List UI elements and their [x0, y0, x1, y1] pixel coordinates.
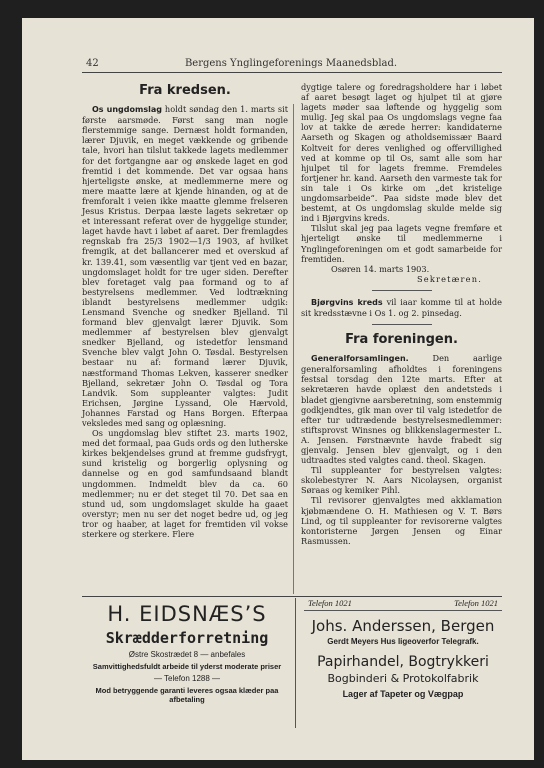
place-date: Osøren 14. marts 1903. — [331, 263, 430, 274]
ad-anderssen-sub: Gerdt Meyers Hus ligeoverfor Telegrafk. — [327, 637, 479, 646]
ad-eidsnaes-line1: Samvittighedsfuldt arbeide til yderst moderate priser — [92, 662, 282, 671]
ad-anderssen-line3: Lager af Tapeter og Vægpap — [342, 689, 464, 699]
article-closing: Tilslut skal jeg paa lagets vegne fremføre et hjerteligt ønske til medlemmerne i Ynglingeforeningen om et godt samarbeide for fremtiden. — [301, 223, 502, 264]
right-column — [301, 82, 502, 546]
article-lead: Os ungdomslag — [92, 105, 162, 115]
publication-title: Bergens Ynglingeforenings Maanedsblad. — [184, 58, 398, 69]
column-divider — [293, 104, 294, 594]
generalforsamling-lead: Generalforsamlingen. — [311, 354, 409, 364]
ads-top-rule — [82, 596, 502, 597]
article-os-ungdomslag-p1 — [82, 104, 288, 428]
generalforsamling-p1: Generalforsamlingen. Den aarlige generalforsamling afholdtes i foreningens festsal torsdag den 12te marts. Efter at sekretæren havde oplæst den andetsteds i bladet gjengivne aarsberetning, som enstemmig godkjendtes, gik man over til valg istedetfor de efter tur udtrædende bestyrelsesmedlemmer: stiftsprovst Winsnes og blikkenslagermester L. A. Jensen. Førstnævnte havde frabedt sig gjenvalg. Jensen blev gjenvalgt, og i den udtraadtes sted valgtes cand. theol. Skagen. — [301, 353, 502, 466]
generalforsamling-p3: Til revisorer gjenvalgtes med akklamation kjøbmændene O. H. Mathiesen og V. T. Børs Lind, og til suppleanter for revisorerne valgtes kontoristerne Jørgen Jensen og Einar Rasmussen. — [301, 495, 502, 546]
ad-eidsnaes-business: Skrædderforretning — [105, 629, 269, 647]
article-text: holdt søndag den 1. marts sit første aarsmøde. Først sang man nogle flerstemmige sange. Dernæst holdt formanden, lærer Djuvik, en meget vækkende og gribende tale, hvori han tilslut takkede lagets medlemmer for det fortgangne aar og ønskede laget en god fremtid i det kommende. Det var ogsaa hans hjerteligste ønske, at medlemmerne mere og mere maatte lære at kjende hinanden, og at de fremforalt i veien ikke maatte glemme frelseren Jesus Kristus. Derpaa læste lagets sekretær op et interessant referat over de hyggelige stunder, laget havde havt i løbet af aaret. Der fremlagdes regnskab fra 25/3 1902—1/3 1903, af hvilket fremgik, at det ballancerer med et overskud af kr. 139.41, som væsentlig var tjent ved en bazar, ungdomslaget holdt for tre uger siden. Derefter blev foretaget valg paa formand og to af bestyrelsens medlemmer. Ved lodtrækning iblandt bestyrelsens medlemmer udgik: Lensmand Svenche og snedker Bjelland. Til formand blev gjenvalgt lærer Djuvik. Som medlemmer af bestyrelsen blev gjenvalgt snedker Bjelland, og istedetfor lensmand Svenche blev valgt John O. Tøsdal. Bestyrelsen bestaar nu af: formand lærer Djuvik, næstformand Thomas Lekven, kasserer snedker Bjelland, sekretær John O. Tøsdal og Tora Landvik. Som suppleanter valgtes: Judit Erichsen, Jørgine Lyssand, Ole Hærvold, Johannes Farstad og Hans Borgen. Efterpaa veksledes med sang og oplæsning. — [82, 104, 289, 428]
generalforsamling-p2: Til suppleanter for bestyrelsen valgtes: skolebestyrer N. Aars Nicolaysen, organist Søraas og kemiker Pihl. — [301, 465, 502, 496]
section-separator — [372, 290, 432, 291]
ads-divider — [295, 598, 296, 728]
ad-anderssen-name: Johs. Anderssen, Bergen — [311, 617, 495, 635]
ad-eidsnaes-name: H. EIDSNÆS’S — [107, 602, 267, 626]
article-continuation: dygtige talere og foredragsholdere har i løbet af aaret besøgt laget og hjulpet til at gjøre lagets møder saa løftende og hyggelig som mulig. Jeg skal paa Os ungdomslags vegne faa lov at takke de ærede herrer: kandidaterne Aarseth og Skagen og atholdsemissær Baard Koltveit for deres venlighed og offervillighed ved at komme op til Os, samt alle som har hjulpet til for lagets fremme. Fremdeles fortjener hr. kand. Aarseth den varmeste tak for sin tale i Os kirke om „det kristelige ungdomsarbeide“. Paa sidste møde blev det bestemt, at Os ungdomslag skulde melde sig ind i Bjørgvins kreds. — [301, 82, 502, 224]
ad-anderssen-line1: Papirhandel, Bogtrykkeri — [317, 654, 489, 670]
left-column — [82, 84, 288, 539]
header-rule — [82, 72, 502, 73]
kreds-notice: Bjørgvins kreds vil iaar komme til at holde sit kredsstævne i Os 1. og 2. pinsedag. — [301, 296, 502, 318]
ad-eidsnaes-line2: Mod betryggende garanti leveres ogsaa klæder paa afbetaling — [95, 686, 279, 704]
section-separator — [372, 324, 432, 325]
magazine-page — [22, 18, 534, 760]
ad-anderssen — [304, 598, 502, 728]
kreds-lead: Bjørgvins kreds — [311, 297, 383, 307]
ad-eidsnaes-phone: — Telefon 1288 — — [153, 674, 221, 683]
article-os-ungdomslag-p2: Os ungdomslag blev stiftet 23. marts 1902, med det formaal, paa Guds ords og den lutherske kirkes bekjendelses grund at fremme gudsfrygt, sund kristelig og borgerlig oplysning og dannelse og en god samfundsaand blandt ungdommen. Indmeldt blev da ca. 60 medlemmer; nu er det steget til 70. Det saa en stund ud, som ungdomslaget skulde ha gaaet overstyr; men nu ser det noget bedre ud, og jeg tror og haaber, at laget for fremtiden vil vokse sterkere og sterkere. Flere — [82, 428, 288, 540]
page-number: 42 — [86, 58, 99, 69]
section-title-kredsen: Fra kredsen. — [139, 83, 231, 98]
ad-eidsnaes — [82, 598, 292, 728]
signature: Sekretæren. — [417, 273, 482, 284]
section-title-foreningen: Fra foreningen. — [345, 332, 458, 348]
ad-eidsnaes-address: Østre Skostrædet 8 — anbefales — [128, 650, 246, 659]
ad-anderssen-line2: Bogbinderi & Protokolfabrik — [327, 672, 479, 685]
ad-anderssen-phones: Telefon 1021 Telefon 1021 — [304, 598, 502, 611]
